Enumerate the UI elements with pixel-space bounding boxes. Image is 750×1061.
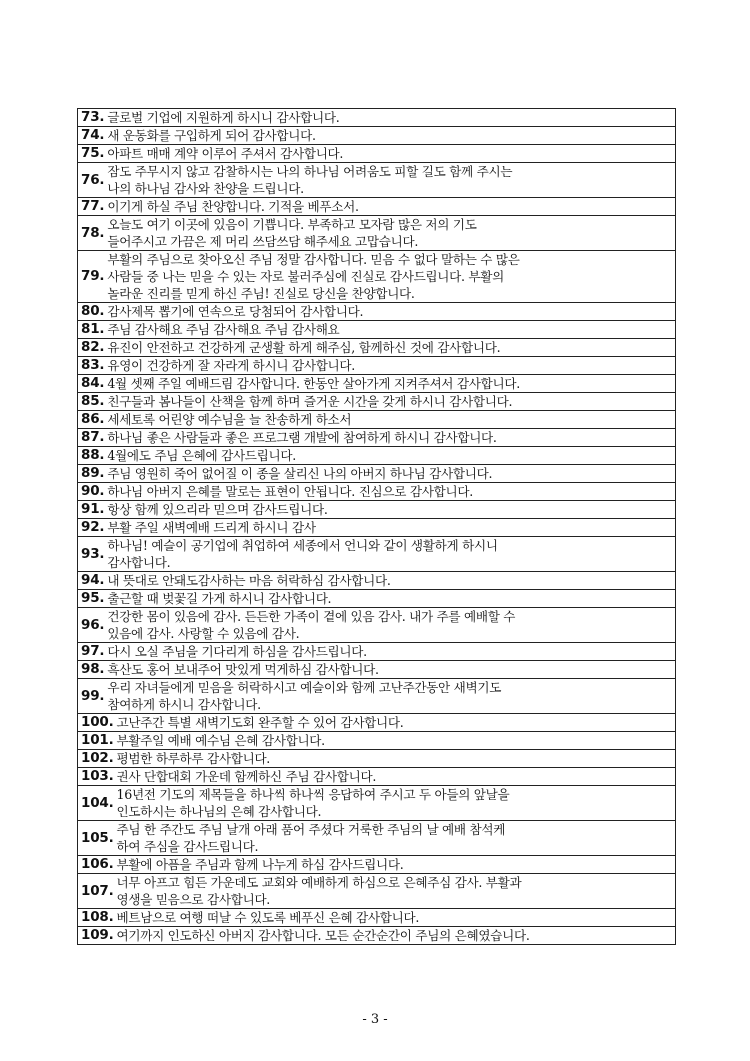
item-number: 105. [81, 829, 114, 846]
item-text-line: 놀라운 진리를 믿게 하신 주님! 진실로 당신을 찬양합니다. [107, 286, 415, 301]
list-item-cell [78, 661, 676, 679]
item-text [117, 821, 506, 855]
list-item [78, 411, 676, 429]
item-text [107, 375, 520, 392]
gratitude-list-table [77, 108, 676, 945]
list-item [78, 465, 676, 483]
item-text [107, 198, 358, 215]
item-text-line: 하나님 좋은 사람들과 좋은 프로그램 개발에 참여하게 하시니 감사합니다. [107, 430, 497, 445]
gratitude-list-body [78, 109, 676, 945]
item-number: 84. [81, 375, 105, 391]
list-item-cell [78, 572, 676, 590]
item-text-line: 주님 영원히 죽어 없어질 이 종을 살리신 나의 아버지 하나님 감사합니다. [107, 466, 493, 481]
list-item [78, 661, 676, 679]
list-item-cell [78, 927, 676, 945]
item-text-line: 감사합니다. [107, 555, 171, 570]
item-text [107, 216, 476, 250]
item-text [107, 411, 351, 428]
item-text-line: 잠도 주무시지 않고 감찰하시는 나의 하나님 어려움도 피할 길도 함께 주시는 [107, 164, 513, 179]
item-text-line: 흑산도 홍어 보내주어 맛있게 먹게하심 감사합니다. [107, 662, 379, 677]
item-text [107, 447, 296, 464]
item-text [117, 874, 522, 908]
item-text [107, 303, 363, 320]
item-number: 75. [81, 145, 105, 161]
list-item [78, 856, 676, 874]
item-text-line: 감사제목 뽑기에 연속으로 당첨되어 감사합니다. [107, 304, 364, 319]
item-text-line: 건강한 몸이 있음에 감사. 든든한 가족이 곁에 있음 감사. 내가 주를 예배할 수 [107, 609, 516, 624]
list-item [78, 216, 676, 251]
item-text [107, 429, 496, 446]
item-number: 74. [81, 127, 105, 143]
item-number: 104. [81, 794, 114, 811]
list-item-cell [78, 537, 676, 572]
item-text-line: 오늘도 여기 이곳에 있음이 기쁩니다. 부족하고 모자람 많은 저의 기도 [107, 217, 477, 232]
list-item [78, 874, 676, 909]
list-item-cell [78, 590, 676, 608]
item-text [107, 465, 492, 482]
list-item-cell [78, 714, 676, 732]
list-item [78, 501, 676, 519]
item-number: 83. [81, 357, 105, 373]
item-text-line: 인도하시는 하나님의 은혜 감사합니다. [116, 804, 322, 819]
list-item-cell [78, 251, 676, 303]
list-item [78, 537, 676, 572]
list-item [78, 643, 676, 661]
item-text-line: 나의 하나님 감사와 찬양을 드립니다. [107, 181, 304, 196]
list-item-cell [78, 375, 676, 393]
item-text-line: 유진이 안전하고 건강하게 군생활 하게 해주심, 함께하신 것에 감사합니다. [107, 340, 501, 355]
item-number: 106. [81, 856, 114, 872]
item-number: 100. [81, 714, 114, 730]
item-text [117, 927, 530, 944]
item-text [107, 572, 390, 589]
item-text-line: 부활주일 예배 예수님 은혜 감사합니다. [116, 733, 325, 748]
item-number: 101. [81, 732, 114, 748]
item-text [107, 537, 497, 571]
item-text-line: 여기까지 인도하신 아버지 감사합니다. 모든 순간순간이 주님의 은혜였습니다. [116, 928, 530, 943]
item-text-line: 하여 주심을 감사드립니다. [116, 839, 259, 854]
item-number: 73. [81, 109, 105, 125]
item-text [107, 501, 327, 518]
item-text [107, 145, 343, 162]
list-item [78, 163, 676, 198]
item-number: 103. [81, 768, 114, 784]
item-text [117, 856, 404, 873]
item-text [117, 909, 420, 926]
item-text [107, 643, 367, 660]
list-item-cell [78, 145, 676, 163]
item-text [107, 127, 315, 144]
list-item [78, 447, 676, 465]
item-number: 82. [81, 339, 105, 355]
list-item-cell [78, 856, 676, 874]
item-text-line: 유영이 건강하게 잘 자라게 하시니 감사합니다. [107, 358, 355, 373]
item-text [117, 714, 404, 731]
item-text-line: 있음에 감사. 사랑할 수 있음에 감사. [107, 626, 300, 641]
item-number: 94. [81, 572, 105, 588]
list-item-cell [78, 643, 676, 661]
list-item [78, 750, 676, 768]
item-text-line: 영생을 믿음으로 감사합니다. [116, 892, 271, 907]
item-text [107, 608, 515, 642]
item-text [107, 251, 519, 302]
item-text-line: 들어주시고 가끔은 제 머리 쓰담쓰담 해주세요 고맙습니다. [107, 234, 419, 249]
item-number: 96. [81, 616, 105, 633]
item-text-line: 글로벌 기업에 지원하게 하시니 감사합니다. [107, 110, 340, 125]
list-item-cell [78, 679, 676, 714]
item-text-line: 고난주간 특별 새벽기도회 완주할 수 있어 감사합니다. [116, 715, 404, 730]
list-item [78, 679, 676, 714]
item-number: 92. [81, 519, 105, 535]
list-item-cell [78, 909, 676, 927]
item-text-line: 16년전 기도의 제목들을 하나씩 하나씩 응답하여 주시고 두 아들의 앞날을 [116, 787, 510, 802]
item-text-line: 부활 주일 새벽예배 드리게 하시니 감사 [107, 520, 316, 535]
list-item [78, 339, 676, 357]
list-item-cell [78, 519, 676, 537]
item-number: 86. [81, 411, 105, 427]
item-number: 87. [81, 429, 105, 445]
list-item-cell [78, 357, 676, 375]
list-item-cell [78, 411, 676, 429]
item-text [107, 357, 355, 374]
list-item-cell [78, 216, 676, 251]
item-number: 93. [81, 545, 105, 562]
list-item [78, 732, 676, 750]
item-text-line: 이기게 하실 주님 찬양합니다. 기적을 베푸소서. [107, 199, 359, 214]
list-item-cell [78, 768, 676, 786]
list-item-cell [78, 339, 676, 357]
item-number: 108. [81, 909, 114, 925]
list-item-cell [78, 127, 676, 145]
list-item-cell [78, 109, 676, 127]
list-item-cell [78, 465, 676, 483]
item-text [107, 321, 339, 338]
list-item [78, 127, 676, 145]
item-text [107, 661, 378, 678]
item-text-line: 아파트 매매 계약 이루어 주셔서 감사합니다. [107, 146, 344, 161]
item-text-line: 너무 아프고 힘든 가운데도 교회와 예배하게 하심으로 은혜주심 감사. 부활과 [116, 875, 522, 890]
item-text-line: 사람들 중 나는 믿을 수 있는 자로 불러주심에 진실로 감사드립니다. 부활의 [107, 269, 505, 284]
list-item [78, 251, 676, 303]
list-item-cell [78, 429, 676, 447]
item-text-line: 4월 셋째 주일 예배드림 감사합니다. 한동안 살아가게 지켜주셔서 감사합니다. [107, 376, 520, 391]
list-item-cell [78, 874, 676, 909]
list-item [78, 768, 676, 786]
list-item [78, 590, 676, 608]
item-text-line: 우리 자녀들에게 믿음을 허락하시고 예슬이와 함께 고난주간동안 새벽기도 [107, 680, 502, 695]
item-text-line: 다시 오실 주님을 기다리게 하심을 감사드립니다. [107, 644, 367, 659]
item-number: 109. [81, 927, 114, 943]
item-text-line: 평범한 하루하루 감사합니다. [116, 751, 271, 766]
item-text [107, 163, 512, 197]
list-item [78, 821, 676, 856]
list-item-cell [78, 163, 676, 198]
list-item-cell [78, 447, 676, 465]
item-number: 85. [81, 393, 105, 409]
item-text-line: 주님 한 주간도 주님 날개 아래 품어 주셨다 거룩한 주님의 날 예배 참석케 [116, 822, 506, 837]
item-number: 91. [81, 501, 105, 517]
list-item-cell [78, 821, 676, 856]
list-item [78, 357, 676, 375]
list-item [78, 321, 676, 339]
list-item-cell [78, 608, 676, 643]
item-text-line: 하나님! 예슬이 공기업에 취업하여 세종에서 언니와 같이 생활하게 하시니 [107, 538, 498, 553]
list-item [78, 572, 676, 590]
item-number: 102. [81, 750, 114, 766]
item-text [107, 519, 315, 536]
item-text-line: 4월에도 주님 은혜에 감사드립니다. [107, 448, 296, 463]
item-number: 95. [81, 590, 105, 606]
list-item [78, 714, 676, 732]
item-text [117, 750, 271, 767]
item-number: 97. [81, 643, 105, 659]
item-number: 107. [81, 882, 114, 899]
item-text [107, 109, 339, 126]
item-number: 88. [81, 447, 105, 463]
list-item [78, 109, 676, 127]
item-text [107, 393, 512, 410]
item-text-line: 세세토록 어린양 예수님을 늘 찬송하게 하소서 [107, 412, 352, 427]
list-item-cell [78, 750, 676, 768]
item-text [117, 786, 510, 820]
item-number: 89. [81, 465, 105, 481]
item-text-line: 베트남으로 여행 떠날 수 있도록 베푸신 은혜 감사합니다. [116, 910, 420, 925]
list-item [78, 927, 676, 945]
item-text-line: 권사 단합대회 가운데 함께하신 주님 감사합니다. [116, 769, 377, 784]
list-item [78, 393, 676, 411]
list-item [78, 608, 676, 643]
list-item-cell [78, 732, 676, 750]
item-text [117, 732, 325, 749]
item-number: 98. [81, 661, 105, 677]
item-text-line: 항상 함께 있으리라 믿으며 감사드립니다. [107, 502, 328, 517]
list-item-cell [78, 501, 676, 519]
item-number: 76. [81, 171, 105, 188]
item-text-line: 새 운동화를 구입하게 되어 감사합니다. [107, 128, 316, 143]
list-item-cell [78, 321, 676, 339]
list-item [78, 198, 676, 216]
item-text-line: 주님 감사해요 주님 감사해요 주님 감사해요 [107, 322, 340, 337]
list-item-cell [78, 303, 676, 321]
page-number: - 3 - [362, 1012, 388, 1027]
list-item [78, 909, 676, 927]
item-text-line: 친구들과 봄나들이 산책을 함께 하며 즐거운 시간을 갖게 하시니 감사합니다. [107, 394, 513, 409]
item-text-line: 출근할 때 벚꽃길 가게 하시니 감사합니다. [107, 591, 332, 606]
item-text [107, 483, 473, 500]
list-item-cell [78, 393, 676, 411]
list-item [78, 375, 676, 393]
item-text [107, 679, 501, 713]
list-item-cell [78, 786, 676, 821]
list-item [78, 429, 676, 447]
item-number: 79. [81, 268, 105, 284]
item-text [107, 590, 331, 607]
list-item [78, 145, 676, 163]
item-text-line: 내 뜻대로 안돼도감사하는 마음 허락하심 감사합니다. [107, 573, 391, 588]
item-text [107, 339, 500, 356]
list-item-cell [78, 483, 676, 501]
item-number: 90. [81, 483, 105, 499]
item-text-line: 부활에 아픔을 주님과 함께 나누게 하심 감사드립니다. [116, 857, 404, 872]
list-item [78, 786, 676, 821]
list-item-cell [78, 198, 676, 216]
item-number: 99. [81, 687, 105, 704]
list-item [78, 303, 676, 321]
list-item [78, 519, 676, 537]
item-number: 81. [81, 321, 105, 337]
item-text-line: 부활의 주님으로 찾아오신 주님 정말 감사합니다. 믿음 수 없다 말하는 수 많은 [107, 252, 520, 267]
item-text-line: 참여하게 하시니 감사합니다. [107, 697, 261, 712]
item-number: 78. [81, 224, 105, 241]
item-number: 80. [81, 303, 105, 319]
item-number: 77. [81, 198, 105, 214]
item-text-line: 하나님 아버지 은혜를 말로는 표현이 안됩니다. 진심으로 감사합니다. [107, 484, 473, 499]
list-item [78, 483, 676, 501]
item-text [117, 768, 377, 785]
